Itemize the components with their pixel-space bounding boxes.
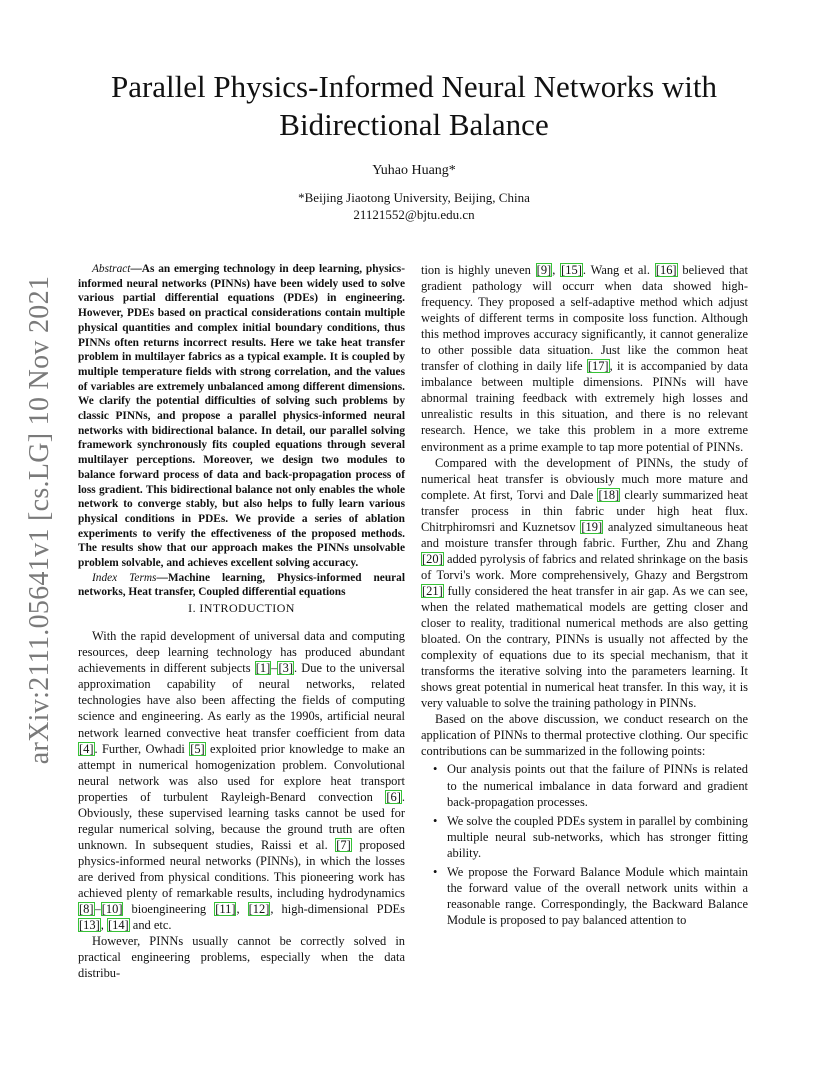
intro-paragraph-3 bbox=[421, 455, 748, 712]
text-run: believed that gradient pathology will occurr when data showed high-frequency. They proposed a self-adaptive method which adjust weights of different terms in composite loss function. Although this method improves accuracy significantly, it cannot generalize to other possible data situation. Just like the common heat transfer of clothing in daily life bbox=[421, 263, 748, 374]
contribution-item: • We propose the Forward Balance Module which maintain the forward value of the overall network units within a reasonable range. Correspondingly, the Backward Balance Module is proposed to pay balanced attention to bbox=[447, 864, 748, 928]
text-run: . Due to the universal approximation capability of neural networks, related technologies have also been affecting the fields of computing science and engineering. As early as the 1990s, artificial neural network learned convective heat transfer coefficient from data bbox=[78, 661, 405, 740]
text-run: – bbox=[271, 661, 278, 676]
text-run: tion is highly uneven bbox=[421, 263, 536, 277]
citation-link[interactable]: [13] bbox=[79, 918, 100, 933]
text-run: bioengineering bbox=[123, 902, 215, 917]
title-line-2: Bidirectional Balance bbox=[279, 107, 549, 142]
text-run: fully considered the heat transfer in air gap. As we can see, when the related mathematical models are getting closer and closer to reality, traditional numerical methods are also getting bloated. On the contrary, PINNs is usually not affected by the complexity of equations due to its special mechanism, that it transforms the iterative solving into the parameters learning. It shows great potential in numerical heat transfer. In this way, it is very valuable to solve the training pathology in PINNs. bbox=[421, 583, 748, 711]
text-run: , bbox=[236, 902, 248, 917]
intro-paragraph-4: Based on the above discussion, we conduct research on the application of PINNs to thermal protective clothing. Our specific contributions can be summarized in the following points: bbox=[421, 712, 748, 759]
text-run: proposed physics-informed neural networks (PINNs), in which the losses are derived from physical conditions. This pioneering work has achieved plenty of remarkable results, including hydrodynamics bbox=[78, 837, 405, 900]
intro-paragraph-1 bbox=[78, 628, 405, 933]
author-affiliation-block bbox=[78, 189, 750, 223]
text-run: . Wang et al. bbox=[582, 263, 655, 277]
index-terms-text: —Machine learning, Physics-informed neural networks, Heat transfer, Coupled differential equations bbox=[78, 571, 405, 599]
citation-link[interactable]: [17] bbox=[587, 359, 609, 374]
section-heading-introduction: I. INTRODUCTION bbox=[188, 601, 295, 616]
contributions-list bbox=[421, 761, 748, 927]
text-run: and etc. bbox=[129, 918, 172, 933]
title-line-1: Parallel Physics-Informed Neural Networks with bbox=[110, 69, 718, 104]
abstract-label: Abstract bbox=[92, 263, 131, 275]
citation-link[interactable]: [16] bbox=[655, 263, 677, 277]
arxiv-identifier-stamp[interactable]: arXiv:2111.05641v1 [cs.LG] 10 Nov 2021 bbox=[24, 275, 55, 765]
text-run: – bbox=[94, 902, 101, 917]
index-terms-label: Index Terms bbox=[92, 571, 157, 584]
text-run: exploited prior knowledge to make an attempt in numerical homogenization problem. Convolutional neural network was also used for explore heat transport properties of turbulent Rayleigh-Benard convection bbox=[78, 741, 405, 804]
citation-link[interactable]: [8] bbox=[79, 902, 94, 917]
affiliation: *Beijing Jiaotong University, Beijing, China bbox=[298, 190, 530, 205]
citation-link[interactable]: [21] bbox=[422, 583, 443, 598]
text-run: . Further, Owhadi bbox=[94, 741, 190, 756]
citation-link[interactable]: [11] bbox=[215, 902, 236, 917]
text-run: . Obviously, these supervised learning tasks cannot be used for regular numerical solving, because the ground truth are often unknown. In subsequent studies, Raissi et al. bbox=[78, 789, 405, 852]
citation-link[interactable]: [19] bbox=[581, 519, 603, 534]
contribution-item: • We solve the coupled PDEs system in parallel by combining multiple neural sub-networks, which has stronger fitting ability. bbox=[447, 813, 748, 861]
citation-link[interactable]: [7] bbox=[336, 837, 351, 852]
text-run: , it is accompanied by data imbalance between multiple dimensions. PINNs will have abnormal training feedback with extremely high losses and unrealistic results in this situation, and there is no relevant research. Hence, we take this problem in a more extreme environment as a prime example to tap more potential of PINNs. bbox=[421, 359, 748, 454]
text-run: , bbox=[552, 263, 561, 277]
citation-link[interactable]: [18] bbox=[598, 487, 620, 502]
citation-link[interactable]: [20] bbox=[422, 551, 443, 566]
text-run: Compared with the development of PINNs, the study of numerical heat transfer is obviously much more mature and complete. At first, Torvi and Dale bbox=[421, 455, 748, 502]
text-run: analyzed simultaneous heat and moisture transfer through fabric. Further, Zhu and Zhang bbox=[421, 519, 748, 550]
text-run: , high-dimensional PDEs bbox=[270, 902, 405, 917]
right-column bbox=[421, 262, 748, 931]
text-run: added pyrolysis of fabrics and related shrinkage on the basis of Torvi's work. More comprehensively, Ghazy and Bergstrom bbox=[421, 551, 748, 582]
citation-link[interactable]: [14] bbox=[107, 918, 129, 933]
citation-link[interactable]: [12] bbox=[248, 902, 270, 917]
citation-link[interactable]: [3] bbox=[278, 661, 293, 676]
citation-link[interactable]: [5] bbox=[190, 741, 205, 756]
contribution-item: • Our analysis points out that the failure of PINNs is related to the numerical imbalance in data forward and gradient back-propagation processes. bbox=[447, 761, 748, 809]
left-column bbox=[78, 262, 405, 981]
author-email[interactable]: 21121552@bjtu.edu.cn bbox=[353, 207, 475, 222]
paper-title bbox=[78, 68, 750, 144]
text-run: , bbox=[100, 918, 107, 933]
citation-link[interactable]: [15] bbox=[561, 263, 582, 277]
author-name: Yuhao Huang* bbox=[372, 163, 456, 178]
citation-link[interactable]: [6] bbox=[386, 789, 401, 804]
citation-link[interactable]: [10] bbox=[101, 902, 123, 917]
intro-paragraph-2-continued bbox=[421, 262, 748, 455]
citation-link[interactable]: [9] bbox=[536, 263, 552, 277]
intro-paragraph-2: However, PINNs usually cannot be correctly solved in practical engineering problems, especially when the data distribu- bbox=[78, 934, 405, 981]
abstract bbox=[78, 262, 405, 571]
index-terms bbox=[78, 571, 405, 600]
citation-link[interactable]: [4] bbox=[79, 741, 94, 756]
text-run: clearly summarized heat transfer process in thin fabric under high heat flux. Chitrphiromsri and Kuznetsov bbox=[421, 487, 748, 534]
text-run: With the rapid development of universal data and computing resources, deep learning technology has produced abundant achievements in different subjects bbox=[78, 629, 405, 676]
abstract-text: —As an emerging technology in deep learning, physics-informed neural networks (PINNs) have been widely used to solve various partial differential equations (PDEs) in engineering. However, PDEs based on practical considerations contain multiple physical quantities and complex initial boundary conditions, thus PINNs often returns incorrect results. Here we take heat transfer problem in multilayer fabrics as a typical example. It is coupled by multiple temperature fields with strong correlation, and the values of variables are extremely unbalanced among different dimensions. We clarify the potential difficulties of solving such problems by classic PINNs, and propose a parallel physics-informed neural networks with bidirectional balance. In detail, our parallel solving framework synchronously fits coupled equations through several multilayer perceptions. Moreover, we design two modules to balance forward process of data and back-propagation process of loss gradient. This bidirectional balance not only enables the whole network to converge stably, but also helps to fully learn various physical conditions in PDEs. We provide a series of ablation experiments to verify the effectiveness of the proposed methods. The results show that our approach makes the PINNs unsolvable problem solvable, and achieves excellent solving accuracy. bbox=[78, 263, 405, 570]
citation-link[interactable]: [1] bbox=[255, 661, 271, 676]
